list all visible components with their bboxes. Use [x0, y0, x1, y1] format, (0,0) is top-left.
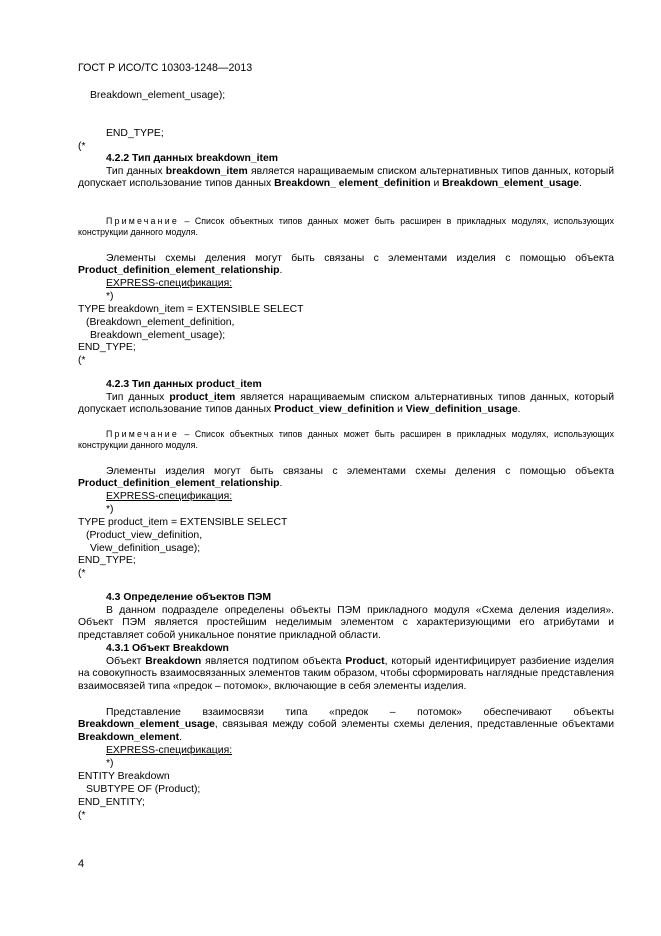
code-line: (Product_view_definition,	[86, 530, 203, 541]
code-line: (*	[78, 810, 86, 821]
note: Примечание – Список объектных типов данных может быть расширен в прикладных модулях, использующих конструкции данного модуля.	[78, 216, 614, 237]
code-line: (*	[78, 355, 86, 366]
code-line: END_TYPE;	[78, 555, 136, 566]
code-line: *)	[106, 504, 114, 515]
code-line: Breakdown_element_usage);	[90, 330, 226, 341]
code-line: TYPE breakdown_item = EXTENSIBLE SELECT	[78, 304, 304, 315]
section-heading-4-2-2: 4.2.2 Тип данных breakdown_item	[106, 153, 278, 164]
code-line: SUBTYPE OF (Product);	[86, 784, 201, 795]
note: Примечание – Список объектных типов данных может быть расширен в прикладных модулях, использующих конструкции данного модуля.	[78, 429, 614, 450]
code-line: TYPE product_item = EXTENSIBLE SELECT	[78, 517, 288, 528]
section-heading-4-3-1: 4.3.1 Объект Breakdown	[106, 643, 229, 654]
code-line: (*	[78, 568, 86, 579]
page-header: ГОСТ Р ИСО/ТС 10303-1248—2013	[78, 62, 253, 74]
code-line: View_definition_usage);	[90, 543, 201, 554]
paragraph: Объект Breakdown является подтипом объекта Product, который идентифицирует разбиение изделия на совокупность взаимосвязанных элементов таким образом, чтобы сформировать наглядные представления взаимосвязей типа «предок – потомок», включающие в себя элементы изделия.	[78, 656, 614, 692]
paragraph: Тип данных product_item является наращиваемым списком альтернативных типов данных, который допускает использование типов данных Product_view_definition и View_definition_usage.	[78, 392, 614, 416]
code-line: ENTITY Breakdown	[78, 771, 170, 782]
page-number: 4	[78, 858, 85, 870]
paragraph: Тип данных breakdown_item является наращиваемым списком альтернативных типов данных, который допускает использование типов данных Breakdown_ element_definition и Breakdown_element_usage.	[78, 166, 614, 190]
express-label: EXPRESS-спецификация:	[106, 491, 233, 502]
code-line: (Breakdown_element_definition,	[86, 317, 235, 328]
code-line: END_TYPE;	[78, 342, 136, 353]
code-line: *)	[106, 291, 114, 302]
express-label: EXPRESS-спецификация:	[106, 278, 233, 289]
code-line: Breakdown_element_usage);	[90, 90, 226, 101]
code-line: END_ENTITY;	[78, 797, 145, 808]
paragraph: Представление взаимосвязи типа «предок – потомок» обеспечивают объекты Breakdown_element_usage, связывая между собой элементы схемы деления, представленные объектами Breakdown_element.	[78, 707, 614, 743]
paragraph: Элементы изделия могут быть связаны с элементами схемы деления с помощью объекта Product_definition_element_relationship.	[78, 466, 614, 490]
paragraph: В данном подразделе определены объекты ПЭМ прикладного модуля «Схема деления изделия». Объект ПЭМ является простейшим неделимым элементом с характеризующими его атрибутами и представляет собой уникальное понятие прикладной области.	[78, 605, 614, 641]
express-label: EXPRESS-спецификация:	[106, 745, 233, 756]
section-heading-4-2-3: 4.2.3 Тип данных product_item	[106, 379, 262, 390]
code-line: (*	[78, 141, 86, 152]
section-heading-4-3: 4.3 Определение объектов ПЭМ	[106, 592, 272, 603]
code-line: *)	[106, 758, 114, 769]
paragraph: Элементы схемы деления могут быть связаны с элементами изделия с помощью объекта Product_definition_element_relationship.	[78, 253, 614, 277]
code-line: END_TYPE;	[106, 128, 164, 139]
